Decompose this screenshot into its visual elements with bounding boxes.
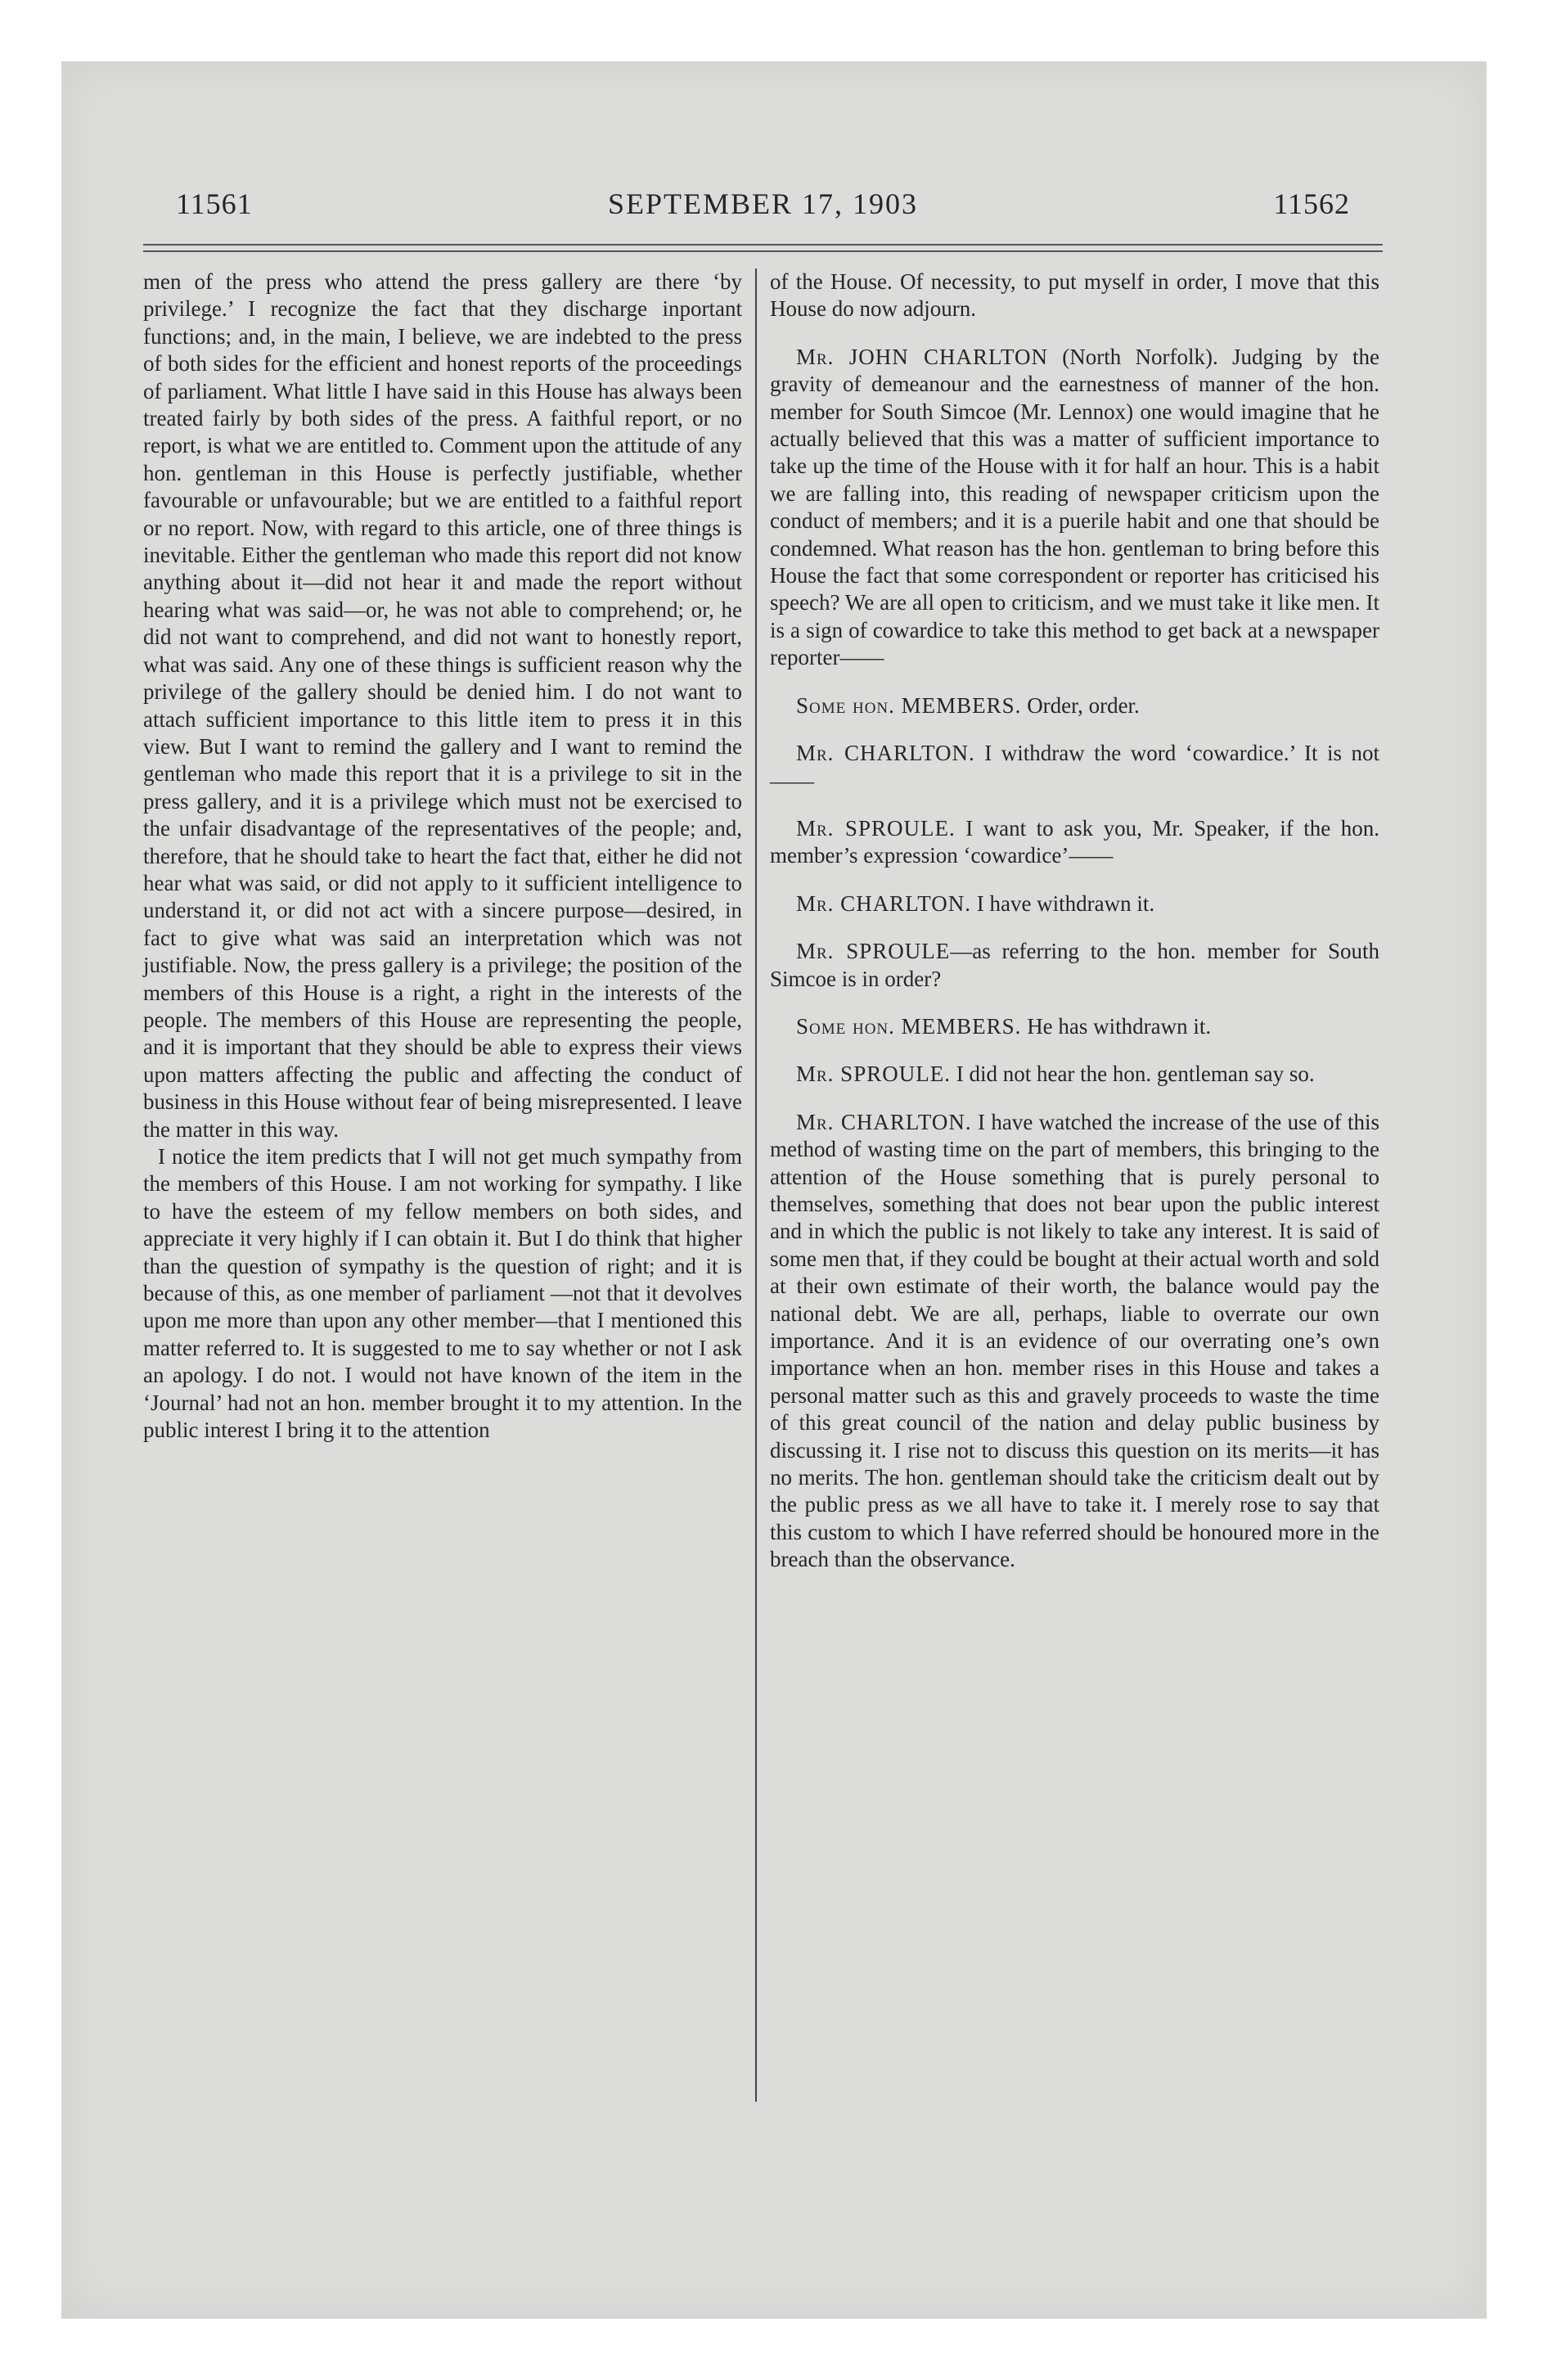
speech [770,1013,1379,1040]
speaker-name: Mr. SPROULE. [796,815,956,841]
speech-text: He has withdrawn it. [1027,1013,1212,1039]
page-number-right: 11562 [1273,187,1350,220]
speech [770,344,1379,672]
speech [770,815,1379,870]
page-number-left: 11561 [176,187,253,220]
paragraph: I notice the item predicts that I will not get much sympathy from the members of this House. I am not working for sympathy. I like to have the esteem of my fellow members on both sides, and appreciate it very highly if I can obtain it. But I do think that higher than the question of sympathy is the question of right; and it is because of this, as one member of parliament —not that it devolves upon me more than upon any other member—that I mentioned this matter referred to. It is suggested to me to say whether or not I ask an apology. I do not. I would not have known of the item in the ‘Journal’ had not an hon. member brought it to my attention. In the public interest I bring it to the attention [143,1144,742,1443]
header-rule-bottom [143,250,1383,252]
paragraph: of the House. Of necessity, to put myself in order, I move that this House do now adjourn. [770,269,1379,322]
speaker-name: Some hon. MEMBERS. [796,1013,1022,1039]
speech-text: I want to ask you, Mr. Speaker, if the hon. member’s expression ‘cowardice’—— [770,815,1379,868]
speech-text: Order, order. [1027,692,1140,718]
speech [770,890,1379,917]
column-divider [755,268,757,2102]
speaker-name: Some hon. MEMBERS. [796,692,1022,718]
paragraph: men of the press who attend the press gallery are there ‘by privilege.’ I recognize the fact that they discharge inportant functions; and, in the main, I believe, we are indebted to the press of both sides for the efficient and honest reports of the proceedings of parliament. What little I have said in this House has always been treated fairly by both sides of the press. A faithful report, or no report, is what we are entitled to. Comment upon the attitude of any hon. gentleman in this House is perfectly justifiable, whether favourable or unfavourable; but we are entitled to a faithful report or no report. Now, with regard to this article, one of three things is inevitable. Either the gentleman who made this report did not know anything about it—did not hear it and made the report without hearing what was said—or, he was not able to comprehend; or, he did not want to comprehend, and did not want to honestly report, what was said. Any one of these things is sufficient reason why the privilege of the gallery should be denied him. I do not want to attach sufficient importance to this little item to press it in this view. But I want to remind the gallery and I want to remind the gentleman who made this report that it is a privilege to sit in the press gallery, and it is a privilege which must not be exercised to the unfair disadvantage of the representatives of the people; and, therefore, that he should take to heart the fact that, either he did not hear what was said, or did not apply to it sufficient intelligence to understand it, or did not act with a sincere purpose—desired, in fact to give what was said an interpretation which was not justifiable. Now, the press gallery is a privilege; the position of the members of this House is a right, a right in the interests of the people. The members of this House are representing the people, and it is important that they should be able to express their views upon matters affecting the public and affecting the conduct of business in this House without fear of being misrepresented. I leave the matter in this way. [143,269,742,1142]
left-column [143,268,742,1444]
speech-text: I have withdrawn it. [976,890,1155,916]
speaker-name: Mr. SPROULE. [796,1062,951,1087]
speaker-name: Mr. JOHN CHARLTON [796,344,1048,369]
text-columns [143,268,1383,2184]
speaker-name: Mr. SPROULE [796,939,951,964]
speech [770,740,1379,795]
speech-text: I did not hear the hon. gentleman say so. [956,1062,1315,1087]
speech [770,938,1379,993]
running-header [143,187,1383,236]
speech-text: I have watched the increase of the use of this method of wasting time on the part of members, this bringing to the attention of the House something that is purely personal to themselves, something that does not bear upon the public interest and in which the public is not likely to take any interest. It is said of some men that, if they could be bought at their actual worth and sold at their own estimate of their worth, the balance would pay the national debt. We are all, perhaps, liable to overrate our own importance. And it is an evidence of our overrating one’s own importance when an hon. member rises in this House and takes a personal matter such as this and gravely proceeds to waste the time of this great council of the nation and delay public business by discussing it. I rise not to discuss this question on its merits—it has no merits. The hon. gentleman should take the criticism dealt out by the public press as we all have to take it. I merely rose to say that this custom to which I have referred should be honoured more in the breach than the observance. [770,1109,1379,1572]
speech-text: I withdraw the word ‘cowardice.’ It is not—— [770,741,1379,793]
speech-text: —as referring to the hon. member for South Simcoe is in order? [770,939,1379,991]
speaker-name: Mr. CHARLTON. [796,741,975,766]
speech [770,1061,1379,1088]
header-rule-top [143,244,1383,246]
speaker-name: Mr. CHARLTON. [796,890,971,916]
header-date: SEPTEMBER 17, 1903 [607,187,919,220]
right-column [770,268,1379,1574]
speech-text: (North Norfolk). Judging by the gravity of demeanour and the earnestness of manner of the hon. member for South Simcoe (Mr. Lennox) one would imagine that he actually believed that this was a matter of sufficient importance to take up the time of the House with it for half an hour. This is a habit we are falling into, this reading of newspaper criticism upon the conduct of members; and it is a puerile habit and one that should be condemned. What reason has the hon. gentleman to bring before this House the fact that some correspondent or reporter has criticised his speech? We are all open to criticism, and we must take it like men. It is a sign of cowardice to take this method to get back at a newspaper reporter—— [770,344,1380,670]
speech [770,692,1379,719]
speech [770,1109,1379,1574]
speaker-name: Mr. CHARLTON. [796,1109,972,1134]
hansard-page [143,187,1383,1572]
